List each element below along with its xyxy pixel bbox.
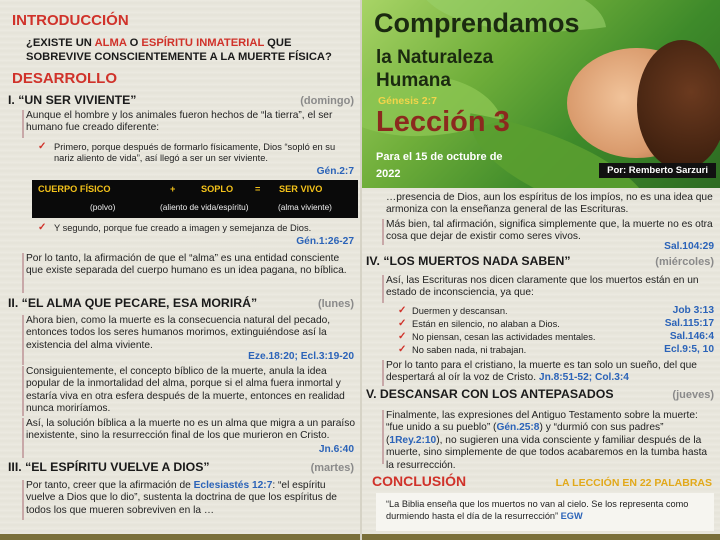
section4-p2: Por lo tanto para el cristiano, la muerte es tan solo un sueño, del que despertará al oír la voz de Cristo. Jn.8:51-52; Col.3:4 <box>386 360 697 384</box>
section2-p3-ref: Jn.6:40 <box>318 444 354 455</box>
formula-b: SOPLO <box>201 184 234 194</box>
check-item-4: No saben nada, ni trabajan. <box>412 345 527 355</box>
section5-p1: Finalmente, las expresiones del Antiguo Testamento sobre la muerte: “fue unido a su pueblo” (Gén.25:8) y “durmió con sus padres” (1Rey.2:10), no sugieren una vida consciente y familiar después de la muerte, sino simplemente de que todos acabaremos en la tumba hasta la resurrección. <box>386 410 708 471</box>
section1-bullet1: Primero, porque después de formarlo físicamente, Dios “sopló en su nariz aliento de vida”, así llegó a ser un ser viviente. <box>54 142 336 164</box>
section4-day: (miércoles) <box>655 256 714 268</box>
check-item-4-ref: Ecl.9:5, 10 <box>664 344 714 355</box>
lesson-date: Para el 15 de octubre de 2022 <box>376 151 503 180</box>
quote-bar <box>22 366 24 416</box>
conclusion-quote-box <box>376 493 714 531</box>
quote-bar <box>22 110 24 138</box>
check-icon: ✓ <box>38 141 47 152</box>
desarrollo-heading: DESARROLLO <box>12 70 117 87</box>
lesson-number: Lección 3 <box>376 106 510 138</box>
conclusion-quote: “La Biblia enseña que los muertos no van al cielo. Se los representa como durmiendo hasta el día de la resurrección” EGW <box>386 499 689 521</box>
section3-title: III. “EL ESPÍRITU VUELVE A DIOS” <box>8 460 210 474</box>
banner-reference: Génesis 2:7 <box>378 95 437 107</box>
formula-b2: (aliento de vida/espíritu) <box>160 202 249 212</box>
formula-c: SER VIVO <box>279 184 323 194</box>
section1-day: (domingo) <box>300 95 354 107</box>
formula-a: CUERPO FÍSICO <box>38 184 111 194</box>
section5-title: V. DESCANSAR CON LOS ANTEPASADOS <box>366 387 614 401</box>
section4-title: IV. “LOS MUERTOS NADA SABEN” <box>366 254 571 268</box>
right-body <box>362 188 720 540</box>
check-icon: ✓ <box>398 318 407 329</box>
lesson-22-words-label: LA LECCIÓN EN 22 PALABRAS <box>555 477 712 489</box>
section1-p1: Aunque el hombre y los animales fueron hechos de “la tierra”, el ser humano fue creado diferente: <box>26 110 333 134</box>
formula-c2: (alma viviente) <box>278 202 332 212</box>
section3-p1: Por tanto, creer que la afirmación de Eclesiastés 12:7: “el espíritu vuelve a Dios que lo dio”, sustenta la doctrina de que los espíritus de todos los que mueren sobreviven en la … <box>26 480 337 516</box>
right-p1-ref: Sal.104:29 <box>664 241 714 252</box>
check-item-2-ref: Sal.115:17 <box>664 318 714 329</box>
check-icon: ✓ <box>398 331 407 342</box>
quote-bar <box>22 480 24 520</box>
banner-subtitle-2: Humana <box>376 70 451 91</box>
section5-day: (jueves) <box>672 389 714 401</box>
formula-op1: + <box>170 184 176 194</box>
author-label: Por: Remberto Sarzuri <box>599 163 716 178</box>
right-column <box>362 0 720 540</box>
section2-title: II. “EL ALMA QUE PECARE, ESA MORIRÁ” <box>8 296 258 310</box>
check-item-3-ref: Sal.146:4 <box>669 331 714 342</box>
quote-bar <box>22 315 24 365</box>
section2-p3: Así, la solución bíblica a la muerte no es un alma que migra a un paraíso inexistente, sino la resurrección final de los que murieron en Cristo. <box>26 418 356 442</box>
bottom-rule <box>0 534 362 540</box>
intro-heading: INTRODUCCIÓN <box>12 12 129 29</box>
section3-day: (martes) <box>310 462 354 474</box>
formula-a2: (polvo) <box>90 202 116 212</box>
banner-subtitle-1: la Naturaleza <box>376 47 494 68</box>
bottom-rule <box>362 534 720 540</box>
quote-bar <box>382 360 384 386</box>
conclusion-heading: CONCLUSIÓN <box>372 473 467 489</box>
section1-bullet2: Y segundo, porque fue creado a imagen y semejanza de Dios. <box>54 223 312 233</box>
formula-op2: = <box>255 184 261 194</box>
banner-title: Comprendamos <box>374 8 580 38</box>
section2-p2: Consiguientemente, el concepto bíblico de la muerte, anula la idea popular de la inmortalidad del alma, porque si el alma fuera inmortal y estaría viva en otra esfera después de la muerte, entonces en realidad nunca moriríamos. <box>26 366 345 415</box>
check-item-1-ref: Job 3:13 <box>672 305 714 316</box>
right-p1: Más bien, tal afirmación, significa simplemente que, la muerte no es otra cosa que dejar de existir como seres vivos. <box>386 219 713 243</box>
quote-bar <box>22 418 24 458</box>
section1-bullet1-ref: Gén.2:7 <box>316 166 354 177</box>
section1-title: I. “UN SER VIVIENTE” <box>8 93 137 107</box>
section4-p1: Así, las Escrituras nos dicen claramente que los muertos están en un estado de inconsciencia, ya que: <box>386 275 699 299</box>
formula-box <box>32 180 358 218</box>
quote-bar <box>382 410 384 464</box>
check-item-2: Están en silencio, no alaban a Dios. <box>412 319 560 329</box>
check-icon: ✓ <box>398 305 407 316</box>
lesson-banner <box>362 0 720 188</box>
check-item-3: No piensan, cesan las actividades mentales. <box>412 332 596 342</box>
quote-bar <box>382 275 384 303</box>
section2-p1-ref: Eze.18:20; Ecl.3:19-20 <box>248 351 354 362</box>
section1-p2: Por lo tanto, la afirmación de que el “alma” es una entidad consciente que existe separada del cuerpo humano es un idea pagana, no bíblica. <box>26 253 347 277</box>
quote-bar <box>382 219 384 245</box>
section2-p1: Ahora bien, como la muerte es la consecuencia natural del pecado, entonces todos los seres humanos morimos, extinguiéndose así la existencia del alma viviente. <box>26 315 331 351</box>
right-p0: …presencia de Dios, aun los espíritus de los impíos, no es una idea que armoniza con la enseñanza general de las Escrituras. <box>386 192 713 216</box>
quote-bar <box>22 253 24 293</box>
check-icon: ✓ <box>38 222 47 233</box>
section2-day: (lunes) <box>317 298 354 310</box>
section1-bullet2-ref: Gén.1:26-27 <box>296 236 354 247</box>
intro-question: ¿EXISTE UN ALMA O ESPÍRITU INMATERIAL QUE SOBREVIVE CONSCIENTEMENTE A LA MUERTE FÍSICA? <box>26 37 332 63</box>
check-icon: ✓ <box>398 344 407 355</box>
hair-shape <box>637 40 720 170</box>
check-item-1: Duermen y descansan. <box>412 306 508 316</box>
